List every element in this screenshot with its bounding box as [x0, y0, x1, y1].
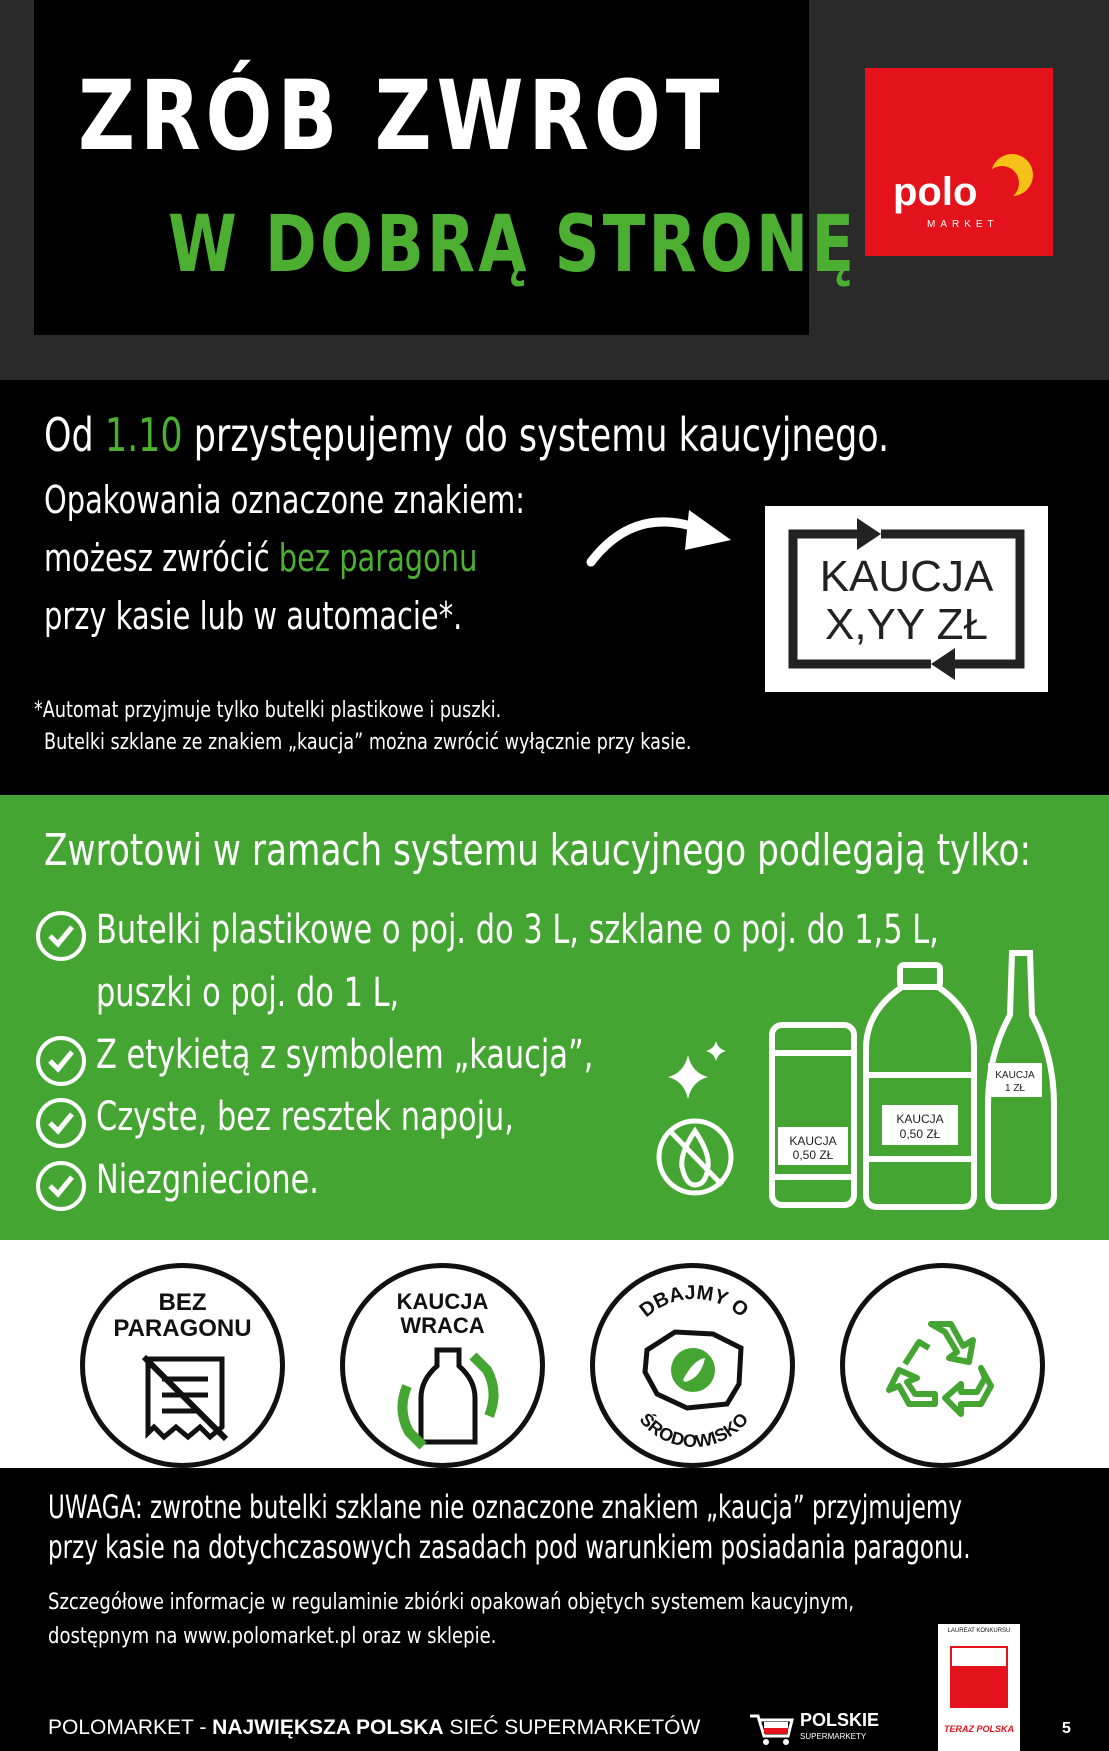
polish-supermarkets-label: POLSKIE [800, 1710, 880, 1730]
recycle-badge [840, 1263, 1045, 1468]
headline-date: 1.10 [104, 408, 183, 462]
detail-line-1: Szczegółowe informacje w regulaminie zbiórki opakowań objętych systemem kaucyjnym, [48, 1590, 855, 1615]
footer-slogan: POLOMARKET - NAJWIĘKSZA POLSKA SIEĆ SUPERMARKETÓW [48, 1716, 701, 1739]
teraz-polska-top: LAUREAT KONKURSU [947, 1628, 1011, 1634]
no-liquid-icon [659, 1121, 731, 1193]
logo-text: polo [893, 170, 978, 214]
returning-bottle-icon [393, 1346, 503, 1456]
info-line-3: przy kasie lub w automacie*. [44, 594, 463, 638]
no-receipt-highlight: bez paragonu [278, 536, 478, 580]
check-icon [36, 1161, 86, 1211]
title-line-2: W DOBRĄ STRONĘ [168, 200, 858, 290]
polomarket-logo [865, 68, 1053, 256]
check-icon [36, 1036, 86, 1086]
shopping-cart-icon [748, 1712, 794, 1746]
sparkle-icon [668, 1041, 726, 1099]
info-line-1: Opakowania oznaczone znakiem: [44, 478, 525, 522]
environment-bottom-text: ŚRODOWISKO [635, 1408, 753, 1452]
polish-supermarkets-logo [748, 1706, 888, 1751]
no-receipt-badge [80, 1263, 285, 1468]
icons-section [0, 1240, 1109, 1468]
teraz-polska-label: TERAZ POLSKA [943, 1724, 1014, 1734]
care-for-environment-badge [590, 1263, 795, 1468]
info-section [0, 380, 1109, 795]
header [0, 0, 1109, 380]
deposit-returns-line-1: KAUCJA [396, 1289, 489, 1314]
footnote-1: *Automat przyjmuje tylko butelki plastikowe i puszki. [34, 698, 502, 723]
warning-line-1: UWAGA: zwrotne butelki szklane nie oznaczone znakiem „kaucja” przyjmujemy [48, 1488, 962, 1526]
page-number: 5 [1062, 1720, 1071, 1737]
environment-top-text: DBAJMY O [635, 1281, 753, 1322]
environment-badge-graphic [595, 1268, 790, 1463]
plastic-bottle-icon [866, 965, 974, 1207]
check-icon [36, 1098, 86, 1148]
recycle-icon [883, 1306, 1003, 1426]
can-icon [772, 1025, 854, 1205]
deposit-badge-title: KAUCJA [819, 552, 994, 601]
warning-section [0, 1468, 1109, 1751]
polish-supermarkets-sublabel: SUPERMARKETY [800, 1732, 867, 1741]
containers-illustration [650, 945, 1070, 1235]
svg-text:DBAJMY O [636, 1282, 753, 1322]
curved-arrow-icon [585, 500, 735, 570]
detail-line-2: dostępnym na www.polomarket.pl oraz w sklepie. [48, 1624, 497, 1649]
warning-line-2: przy kasie na dotychczasowych zasadach pod warunkiem posiadania paragonu. [48, 1528, 971, 1566]
crossed-receipt-icon [140, 1353, 230, 1443]
deposit-badge-amount: X,YY ZŁ [824, 600, 989, 649]
info-headline: Od 1.10 przystępujemy do systemu kaucyjnego. [44, 408, 890, 462]
requirements-section: Zwrotowi w ramach systemu kaucyjnego podlegają tylko: Butelki plastikowe o poj. do 3 L, szklane o poj. do 1,5 L, puszki o poj. do 1 L, Z etykietą z symbolem „kaucja”, Czyste, bez resztek napoju, Niezgniecione. KAUCJA 0,50 ZŁ KAUCJA 0,50 ZŁ KAUCJA 1 ZŁ [0, 795, 1109, 1240]
requirements-title: Zwrotowi w ramach systemu kaucyjnego podlegają tylko: [44, 825, 1032, 876]
deposit-badge [765, 506, 1048, 692]
glass-deposit-label-2: 1 ZŁ [1004, 1083, 1026, 1094]
bottle-deposit-label-1: KAUCJA [896, 1112, 944, 1126]
teraz-polska-emblem [938, 1624, 1020, 1751]
info-line-2: możesz zwrócić bez paragonu [44, 536, 478, 580]
can-deposit-label-2: 0,50 ZŁ [792, 1148, 834, 1162]
can-deposit-label-1: KAUCJA [789, 1134, 837, 1148]
no-receipt-line-1: BEZ [158, 1289, 207, 1316]
deposit-returns-badge [340, 1263, 545, 1468]
footnote-2: Butelki szklane ze znakiem „kaucja” można zwrócić wyłącznie przy kasie. [44, 730, 692, 755]
title-line-1: ZRÓB ZWROT [78, 60, 725, 172]
svg-text:ŚRODOWISKO [636, 1408, 752, 1451]
deposit-returns-line-2: WRACA [400, 1313, 485, 1338]
logo-subtext: MARKET [927, 219, 999, 230]
glass-deposit-label-1: KAUCJA [995, 1070, 1035, 1081]
no-receipt-line-2: PARAGONU [113, 1315, 252, 1342]
bottle-deposit-label-2: 0,50 ZŁ [899, 1127, 941, 1141]
check-icon [36, 911, 86, 961]
